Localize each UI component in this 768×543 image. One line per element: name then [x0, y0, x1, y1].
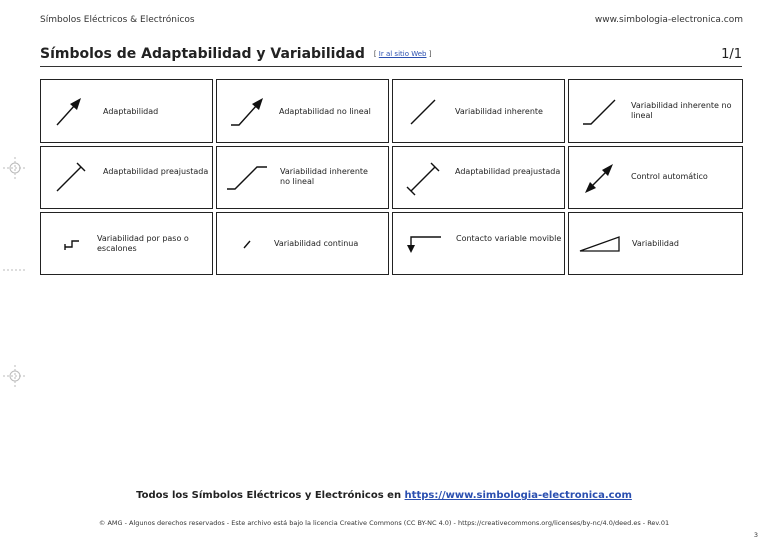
nonlinear-inherent-variability-icon — [569, 80, 629, 142]
symbol-label: Variabilidad continua — [274, 239, 359, 248]
inherent-variability-icon — [393, 80, 453, 142]
symbol-cell — [568, 146, 743, 209]
symbol-cell — [40, 146, 213, 209]
symbol-cell — [40, 79, 213, 143]
symbol-cell — [568, 79, 743, 143]
symbol-grid — [40, 79, 743, 276]
symbol-label: Adaptabilidad preajustada — [103, 167, 209, 176]
page-title-text: Símbolos de Adaptabilidad y Variabilidad — [40, 46, 365, 62]
symbol-cell — [568, 212, 743, 275]
symbol-label: Variabilidad inherente no lineal — [280, 167, 368, 186]
page-number: 3 — [753, 531, 758, 539]
page-counter: 1/1 — [721, 47, 742, 62]
registration-mark-icon — [2, 365, 28, 387]
symbol-label: Variabilidad inherente — [455, 107, 543, 116]
license-note: © AMG - Algunos derechos reservados - Este archivo está bajo la licencia Creative Commons (CC BY-NC 4.0) - https://creativecommons.org/licenses/by-nc/4.0/deed.es - Rev.01 — [98, 519, 670, 527]
title-bar — [40, 46, 742, 67]
site-link-wrapper — [374, 50, 432, 58]
symbol-cell — [216, 146, 389, 209]
automatic-control-icon — [569, 147, 629, 209]
continuous-variability-icon — [217, 213, 272, 275]
symbol-cell — [40, 212, 213, 275]
page-title — [40, 46, 431, 62]
symbol-cell — [392, 79, 565, 143]
symbol-cell — [216, 212, 389, 275]
footer-main — [0, 490, 768, 501]
symbol-cell — [216, 79, 389, 143]
symbol-cell — [392, 146, 565, 209]
symbol-cell — [392, 212, 565, 275]
footer-main-text: Todos los Símbolos Eléctricos y Electrónicos en — [136, 490, 402, 501]
site-link-close-bracket: ] — [428, 50, 432, 58]
symbol-label: Variabilidad inherente no lineal — [631, 101, 732, 120]
symbol-label: Adaptabilidad — [103, 107, 159, 116]
symbol-label: Control automático — [631, 172, 708, 181]
preset-adaptability-icon — [41, 147, 101, 209]
symbol-label: Variabilidad por paso o escalones — [97, 234, 189, 253]
footer-site-link[interactable]: https://www.simbologia-electronica.com — [404, 490, 632, 501]
site-link-open-bracket: [ — [373, 50, 377, 58]
fold-mark-icon — [2, 267, 28, 273]
document-header-right: www.simbologia-electronica.com — [594, 15, 743, 25]
document-header-left: Símbolos Eléctricos & Electrónicos — [40, 15, 195, 25]
site-link[interactable]: Ir al sitio Web — [378, 50, 427, 58]
step-variability-icon — [41, 213, 96, 275]
symbol-label: Adaptabilidad no lineal — [279, 107, 371, 116]
nonlinear-inherent-variability-icon — [217, 147, 277, 209]
symbol-label: Variabilidad — [632, 239, 679, 248]
adaptability-arrow-icon — [41, 80, 101, 142]
preset-adaptability-bar-icon — [393, 147, 453, 209]
symbol-label: Adaptabilidad preajustada — [455, 167, 561, 176]
movable-variable-contact-icon — [393, 213, 453, 275]
symbol-label: Contacto variable movible — [456, 234, 562, 243]
nonlinear-adaptability-arrow-icon — [217, 80, 277, 142]
variability-triangle-icon — [569, 213, 629, 275]
registration-mark-icon — [2, 157, 28, 179]
